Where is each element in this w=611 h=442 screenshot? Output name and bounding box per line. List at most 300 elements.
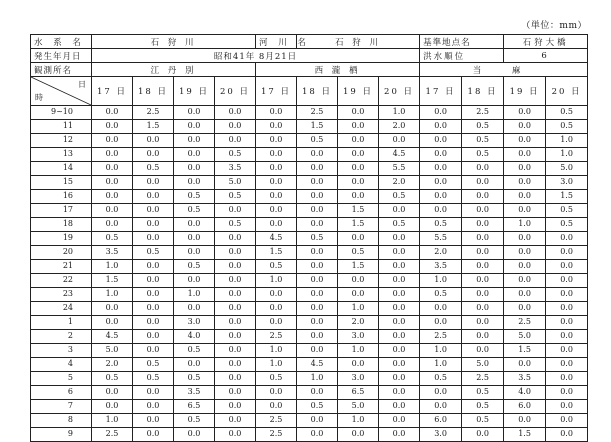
rainfall-cell: 0.0 xyxy=(174,246,215,260)
rainfall-cell: 3.0 xyxy=(546,176,588,190)
rainfall-cell: 0.0 xyxy=(92,162,133,176)
rainfall-cell: 0.0 xyxy=(546,330,588,344)
obs-station-3: 当 麻 xyxy=(420,63,588,77)
rainfall-cell: 0.5 xyxy=(338,246,379,260)
rainfall-cell: 0.5 xyxy=(546,204,588,218)
rainfall-cell: 0.5 xyxy=(420,372,462,386)
rainfall-cell: 0.0 xyxy=(92,400,133,414)
table-row xyxy=(31,176,588,190)
hour-label: 23 xyxy=(31,288,92,302)
station-value: 石狩大橋 xyxy=(504,35,588,49)
rainfall-cell: 1.0 xyxy=(546,148,588,162)
table-row xyxy=(31,288,588,302)
rainfall-cell: 0.0 xyxy=(256,148,297,162)
rainfall-cell: 0.0 xyxy=(338,428,379,442)
table-row xyxy=(31,106,588,120)
rainfall-cell: 0.0 xyxy=(133,414,174,428)
rainfall-cell: 1.5 xyxy=(546,190,588,204)
rainfall-cell: 0.0 xyxy=(297,162,338,176)
rainfall-cell: 0.0 xyxy=(174,428,215,442)
rainfall-cell: 0.0 xyxy=(462,316,504,330)
rainfall-cell: 0.0 xyxy=(297,246,338,260)
rainfall-cell: 0.0 xyxy=(462,204,504,218)
rainfall-cell: 0.0 xyxy=(256,386,297,400)
rainfall-cell: 2.5 xyxy=(462,372,504,386)
rainfall-cell: 0.0 xyxy=(546,260,588,274)
obs-station-2: 西 瀧 栖 xyxy=(256,63,420,77)
rainfall-cell: 0.0 xyxy=(379,386,420,400)
day-header: 19 日 xyxy=(338,77,379,106)
rainfall-cell: 0.0 xyxy=(92,218,133,232)
hour-label: 2 xyxy=(31,330,92,344)
rainfall-cell: 0.0 xyxy=(338,288,379,302)
header-row-river xyxy=(31,35,588,49)
rainfall-cell: 1.0 xyxy=(420,274,462,288)
rank-value: 6 xyxy=(504,49,588,63)
rainfall-cell: 1.0 xyxy=(256,358,297,372)
rainfall-cell: 6.0 xyxy=(504,400,546,414)
rainfall-cell: 0.0 xyxy=(379,330,420,344)
hour-label: 17 xyxy=(31,204,92,218)
rainfall-cell: 0.0 xyxy=(379,134,420,148)
rainfall-cell: 0.0 xyxy=(174,302,215,316)
day-header: 20 日 xyxy=(379,77,420,106)
rainfall-cell: 0.0 xyxy=(504,176,546,190)
rainfall-cell: 0.0 xyxy=(338,176,379,190)
rainfall-cell: 0.5 xyxy=(462,400,504,414)
rainfall-cell: 0.5 xyxy=(462,120,504,134)
rainfall-cell: 0.0 xyxy=(256,176,297,190)
rainfall-cell: 0.0 xyxy=(504,358,546,372)
rainfall-cell: 2.5 xyxy=(256,428,297,442)
table-row xyxy=(31,204,588,218)
rainfall-cell: 0.0 xyxy=(297,428,338,442)
rainfall-cell: 0.5 xyxy=(92,232,133,246)
rainfall-cell: 0.0 xyxy=(215,260,256,274)
table-row xyxy=(31,148,588,162)
rainfall-cell: 1.0 xyxy=(174,288,215,302)
rainfall-cell: 0.0 xyxy=(92,134,133,148)
hour-label: 4 xyxy=(31,358,92,372)
rainfall-cell: 0.0 xyxy=(92,316,133,330)
rainfall-cell: 0.0 xyxy=(215,344,256,358)
rainfall-cell: 0.0 xyxy=(133,260,174,274)
hour-label: 5 xyxy=(31,372,92,386)
rainfall-cell: 0.0 xyxy=(338,134,379,148)
day-header: 19 日 xyxy=(174,77,215,106)
hour-label: 21 xyxy=(31,260,92,274)
table-row xyxy=(31,162,588,176)
rainfall-cell: 0.0 xyxy=(297,330,338,344)
day-header: 18 日 xyxy=(462,77,504,106)
hour-label: 15 xyxy=(31,176,92,190)
rainfall-cell: 0.0 xyxy=(379,204,420,218)
rainfall-cell: 0.0 xyxy=(338,190,379,204)
rainfall-cell: 0.0 xyxy=(379,274,420,288)
table-row xyxy=(31,316,588,330)
rainfall-cell: 0.5 xyxy=(297,400,338,414)
river-name-value: 石 狩 川 xyxy=(297,35,420,49)
rainfall-cell: 3.5 xyxy=(420,260,462,274)
rainfall-cell: 0.0 xyxy=(215,358,256,372)
rainfall-cell: 2.5 xyxy=(420,330,462,344)
rainfall-cell: 0.5 xyxy=(174,260,215,274)
rainfall-cell: 6.0 xyxy=(420,414,462,428)
rainfall-cell: 0.0 xyxy=(256,288,297,302)
rainfall-cell: 0.0 xyxy=(379,260,420,274)
rainfall-cell: 2.5 xyxy=(462,106,504,120)
rainfall-cell: 0.0 xyxy=(379,358,420,372)
rainfall-cell: 0.0 xyxy=(215,316,256,330)
hour-label: 19 xyxy=(31,232,92,246)
table-row xyxy=(31,246,588,260)
rainfall-cell: 0.0 xyxy=(133,232,174,246)
rainfall-cell: 1.0 xyxy=(92,260,133,274)
rainfall-cell: 2.5 xyxy=(504,316,546,330)
hour-label: 8 xyxy=(31,414,92,428)
hour-label: 6 xyxy=(31,386,92,400)
rainfall-cell: 0.0 xyxy=(462,274,504,288)
rainfall-cell: 0.0 xyxy=(92,204,133,218)
rainfall-cell: 0.0 xyxy=(546,372,588,386)
table-row xyxy=(31,120,588,134)
hour-label: 22 xyxy=(31,274,92,288)
rainfall-cell: 6.5 xyxy=(174,400,215,414)
rainfall-cell: 2.0 xyxy=(338,316,379,330)
rainfall-cell: 1.5 xyxy=(338,218,379,232)
rainfall-cell: 0.0 xyxy=(338,148,379,162)
rainfall-cell: 0.0 xyxy=(174,148,215,162)
rainfall-cell: 0.0 xyxy=(256,302,297,316)
rainfall-cell: 0.0 xyxy=(174,106,215,120)
rainfall-cell: 0.5 xyxy=(133,162,174,176)
rainfall-cell: 1.0 xyxy=(420,344,462,358)
rainfall-cell: 0.0 xyxy=(256,106,297,120)
rainfall-cell: 0.0 xyxy=(297,288,338,302)
rainfall-cell: 0.0 xyxy=(297,176,338,190)
rainfall-cell: 2.0 xyxy=(420,246,462,260)
rainfall-cell: 0.0 xyxy=(133,274,174,288)
rainfall-cell: 0.0 xyxy=(133,148,174,162)
rainfall-cell: 0.0 xyxy=(92,386,133,400)
day-header: 20 日 xyxy=(215,77,256,106)
rainfall-cell: 0.0 xyxy=(338,120,379,134)
rainfall-cell: 0.0 xyxy=(420,190,462,204)
rainfall-cell: 0.0 xyxy=(504,148,546,162)
rainfall-cell: 4.5 xyxy=(256,232,297,246)
rainfall-cell: 0.0 xyxy=(133,400,174,414)
table-row xyxy=(31,330,588,344)
rainfall-cell: 0.0 xyxy=(462,162,504,176)
rainfall-cell: 0.5 xyxy=(546,120,588,134)
obs-station-label: 観測所名 xyxy=(31,63,92,77)
rainfall-cell: 0.5 xyxy=(379,218,420,232)
table-row xyxy=(31,232,588,246)
rainfall-cell: 0.5 xyxy=(546,106,588,120)
rainfall-cell: 0.0 xyxy=(504,162,546,176)
rainfall-cell: 0.0 xyxy=(92,302,133,316)
rainfall-cell: 0.0 xyxy=(546,358,588,372)
rainfall-cell: 0.0 xyxy=(174,162,215,176)
table-row xyxy=(31,428,588,442)
rainfall-cell: 0.0 xyxy=(504,120,546,134)
rainfall-cell: 0.0 xyxy=(546,274,588,288)
table-row xyxy=(31,190,588,204)
rainfall-cell: 3.0 xyxy=(420,428,462,442)
rainfall-cell: 0.0 xyxy=(420,134,462,148)
rainfall-cell: 0.0 xyxy=(338,162,379,176)
rainfall-cell: 0.0 xyxy=(546,428,588,442)
hour-label: 9~10 xyxy=(31,106,92,120)
rainfall-cell: 0.0 xyxy=(379,400,420,414)
rainfall-cell: 0.0 xyxy=(546,246,588,260)
table-row xyxy=(31,260,588,274)
rainfall-cell: 0.0 xyxy=(133,204,174,218)
rainfall-cell: 0.0 xyxy=(215,330,256,344)
rainfall-cell: 0.0 xyxy=(462,190,504,204)
rainfall-cell: 0.0 xyxy=(133,386,174,400)
rainfall-cell: 0.5 xyxy=(420,218,462,232)
rainfall-cell: 0.0 xyxy=(462,302,504,316)
rainfall-cell: 0.0 xyxy=(174,274,215,288)
corner-day-label: 日 xyxy=(78,80,86,89)
rainfall-cell: 0.0 xyxy=(379,302,420,316)
hour-label: 24 xyxy=(31,302,92,316)
hour-label: 7 xyxy=(31,400,92,414)
rainfall-cell: 2.5 xyxy=(92,428,133,442)
rainfall-cell: 1.5 xyxy=(504,428,546,442)
rainfall-cell: 1.0 xyxy=(256,344,297,358)
rainfall-cell: 0.5 xyxy=(174,372,215,386)
rainfall-cell: 0.0 xyxy=(215,386,256,400)
unit-label: （単位：mm） xyxy=(521,21,587,31)
rainfall-cell: 0.0 xyxy=(215,288,256,302)
rainfall-cell: 0.0 xyxy=(462,428,504,442)
rainfall-cell: 0.5 xyxy=(379,190,420,204)
rainfall-cell: 0.0 xyxy=(297,274,338,288)
rainfall-cell: 0.0 xyxy=(379,344,420,358)
rainfall-cell: 0.0 xyxy=(297,148,338,162)
rainfall-cell: 2.0 xyxy=(379,120,420,134)
rainfall-cell: 2.5 xyxy=(133,106,174,120)
rainfall-cell: 1.0 xyxy=(92,414,133,428)
rainfall-cell: 0.0 xyxy=(338,106,379,120)
rainfall-cell: 1.0 xyxy=(256,274,297,288)
rainfall-cell: 0.5 xyxy=(420,288,462,302)
rainfall-cell: 1.0 xyxy=(379,106,420,120)
rainfall-cell: 0.0 xyxy=(504,106,546,120)
table-row xyxy=(31,274,588,288)
rainfall-cell: 0.0 xyxy=(504,246,546,260)
rainfall-cell: 0.0 xyxy=(546,386,588,400)
rainfall-cell: 0.0 xyxy=(133,302,174,316)
rainfall-cell: 0.5 xyxy=(215,218,256,232)
rainfall-cell: 0.0 xyxy=(256,162,297,176)
rainfall-cell: 0.0 xyxy=(133,190,174,204)
day-header-row xyxy=(31,77,588,106)
rainfall-cell: 0.0 xyxy=(420,120,462,134)
rainfall-cell: 0.0 xyxy=(256,204,297,218)
rainfall-cell: 0.0 xyxy=(215,134,256,148)
rainfall-cell: 0.0 xyxy=(133,428,174,442)
rainfall-cell: 0.0 xyxy=(174,176,215,190)
rainfall-cell: 3.5 xyxy=(215,162,256,176)
obs-station-1: 江 丹 別 xyxy=(92,63,256,77)
rainfall-cell: 1.5 xyxy=(338,260,379,274)
rainfall-cell: 0.0 xyxy=(546,414,588,428)
rainfall-cell: 0.5 xyxy=(215,190,256,204)
rainfall-cell: 1.5 xyxy=(504,344,546,358)
header-row-date xyxy=(31,49,588,63)
rainfall-cell: 0.0 xyxy=(504,232,546,246)
rainfall-cell: 3.5 xyxy=(92,246,133,260)
rainfall-cell: 0.0 xyxy=(215,428,256,442)
rainfall-cell: 0.0 xyxy=(297,386,338,400)
rainfall-cell: 0.5 xyxy=(133,246,174,260)
rainfall-cell: 3.5 xyxy=(504,372,546,386)
rainfall-cell: 0.0 xyxy=(462,344,504,358)
day-header: 18 日 xyxy=(297,77,338,106)
rainfall-cell: 2.0 xyxy=(92,358,133,372)
rainfall-cell: 0.0 xyxy=(256,190,297,204)
rainfall-cell: 5.0 xyxy=(546,162,588,176)
rainfall-cell: 0.0 xyxy=(546,302,588,316)
day-header: 19 日 xyxy=(504,77,546,106)
rainfall-cell: 0.0 xyxy=(504,134,546,148)
rainfall-cell: 0.5 xyxy=(297,232,338,246)
rainfall-cell: 0.0 xyxy=(92,106,133,120)
rainfall-cell: 0.0 xyxy=(133,176,174,190)
rainfall-cell: 0.0 xyxy=(546,344,588,358)
rainfall-cell: 0.0 xyxy=(420,106,462,120)
rainfall-cell: 1.0 xyxy=(420,358,462,372)
rainfall-cell: 0.0 xyxy=(92,176,133,190)
rainfall-cell: 0.0 xyxy=(297,218,338,232)
rainfall-cell: 0.5 xyxy=(256,372,297,386)
rainfall-cell: 0.0 xyxy=(504,190,546,204)
rainfall-cell: 1.0 xyxy=(338,344,379,358)
rainfall-cell: 3.0 xyxy=(174,316,215,330)
rainfall-cell: 2.5 xyxy=(256,330,297,344)
rainfall-cell: 0.0 xyxy=(504,260,546,274)
rainfall-cell: 0.0 xyxy=(420,148,462,162)
rainfall-cell: 4.5 xyxy=(379,148,420,162)
rainfall-cell: 0.0 xyxy=(174,218,215,232)
rainfall-cell: 0.0 xyxy=(215,232,256,246)
rainfall-cell: 0.0 xyxy=(215,414,256,428)
day-header: 18 日 xyxy=(133,77,174,106)
rainfall-cell: 0.5 xyxy=(462,414,504,428)
rainfall-cell: 0.5 xyxy=(462,386,504,400)
rainfall-cell: 0.0 xyxy=(297,316,338,330)
date-label: 発生年月日 xyxy=(31,49,92,63)
rainfall-cell: 5.5 xyxy=(420,232,462,246)
table-row xyxy=(31,414,588,428)
hour-label: 13 xyxy=(31,148,92,162)
rainfall-cell: 5.0 xyxy=(504,330,546,344)
rainfall-cell: 1.0 xyxy=(338,414,379,428)
rainfall-cell: 1.5 xyxy=(256,246,297,260)
date-value: 昭和41年 8月21日 xyxy=(92,49,420,63)
rainfall-cell: 1.5 xyxy=(297,120,338,134)
day-header: 17 日 xyxy=(92,77,133,106)
rainfall-cell: 0.0 xyxy=(420,302,462,316)
rainfall-cell: 0.0 xyxy=(92,148,133,162)
hour-label: 16 xyxy=(31,190,92,204)
rainfall-cell: 0.0 xyxy=(546,232,588,246)
rainfall-cell: 5.0 xyxy=(92,344,133,358)
hour-label: 12 xyxy=(31,134,92,148)
rainfall-cell: 0.0 xyxy=(297,302,338,316)
rainfall-cell: 0.0 xyxy=(420,400,462,414)
table-row xyxy=(31,218,588,232)
rainfall-cell: 0.0 xyxy=(215,400,256,414)
rainfall-cell: 0.0 xyxy=(338,358,379,372)
rainfall-cell: 0.0 xyxy=(546,288,588,302)
rainfall-cell: 1.0 xyxy=(338,302,379,316)
rainfall-cell: 0.0 xyxy=(133,218,174,232)
rainfall-cell: 0.0 xyxy=(215,106,256,120)
rainfall-cell: 1.5 xyxy=(92,274,133,288)
rainfall-cell: 0.0 xyxy=(338,274,379,288)
river-name-label: 河 川 名 xyxy=(256,35,297,49)
rainfall-cell: 3.0 xyxy=(338,330,379,344)
rainfall-cell: 4.5 xyxy=(92,330,133,344)
rainfall-cell: 0.0 xyxy=(133,330,174,344)
rainfall-cell: 6.5 xyxy=(338,386,379,400)
table-row xyxy=(31,372,588,386)
rainfall-cell: 0.5 xyxy=(92,372,133,386)
hour-label: 1 xyxy=(31,316,92,330)
rainfall-cell: 0.0 xyxy=(92,120,133,134)
hour-label: 11 xyxy=(31,120,92,134)
rainfall-cell: 0.0 xyxy=(420,162,462,176)
rainfall-cell: 0.0 xyxy=(215,372,256,386)
rank-label: 洪水順位 xyxy=(420,49,504,63)
rainfall-cell: 0.5 xyxy=(174,414,215,428)
rainfall-cell: 0.0 xyxy=(174,358,215,372)
rainfall-cell: 0.0 xyxy=(256,120,297,134)
rainfall-cell: 0.0 xyxy=(462,176,504,190)
rainfall-cell: 0.0 xyxy=(215,204,256,218)
rainfall-cell: 0.5 xyxy=(256,260,297,274)
rainfall-cell: 0.0 xyxy=(462,288,504,302)
rainfall-cell: 0.0 xyxy=(379,428,420,442)
rainfall-cell: 0.0 xyxy=(297,204,338,218)
rainfall-cell: 0.0 xyxy=(297,190,338,204)
rainfall-table xyxy=(30,34,588,442)
hour-label: 14 xyxy=(31,162,92,176)
rainfall-cell: 0.0 xyxy=(462,330,504,344)
table-row xyxy=(31,134,588,148)
rainfall-cell: 0.0 xyxy=(133,134,174,148)
rainfall-cell: 2.0 xyxy=(379,176,420,190)
rainfall-cell: 0.0 xyxy=(504,204,546,218)
table-row xyxy=(31,400,588,414)
station-label: 基準地点名 xyxy=(420,35,504,49)
hour-label: 3 xyxy=(31,344,92,358)
day-header: 20 日 xyxy=(546,77,588,106)
header-row-stations xyxy=(31,63,588,77)
rainfall-cell: 0.0 xyxy=(174,120,215,134)
rainfall-cell: 0.5 xyxy=(174,204,215,218)
rainfall-cell: 0.0 xyxy=(504,302,546,316)
rainfall-cell: 0.5 xyxy=(297,134,338,148)
table-row xyxy=(31,386,588,400)
rainfall-cell: 1.0 xyxy=(92,288,133,302)
hour-label: 20 xyxy=(31,246,92,260)
rainfall-cell: 0.0 xyxy=(215,246,256,260)
